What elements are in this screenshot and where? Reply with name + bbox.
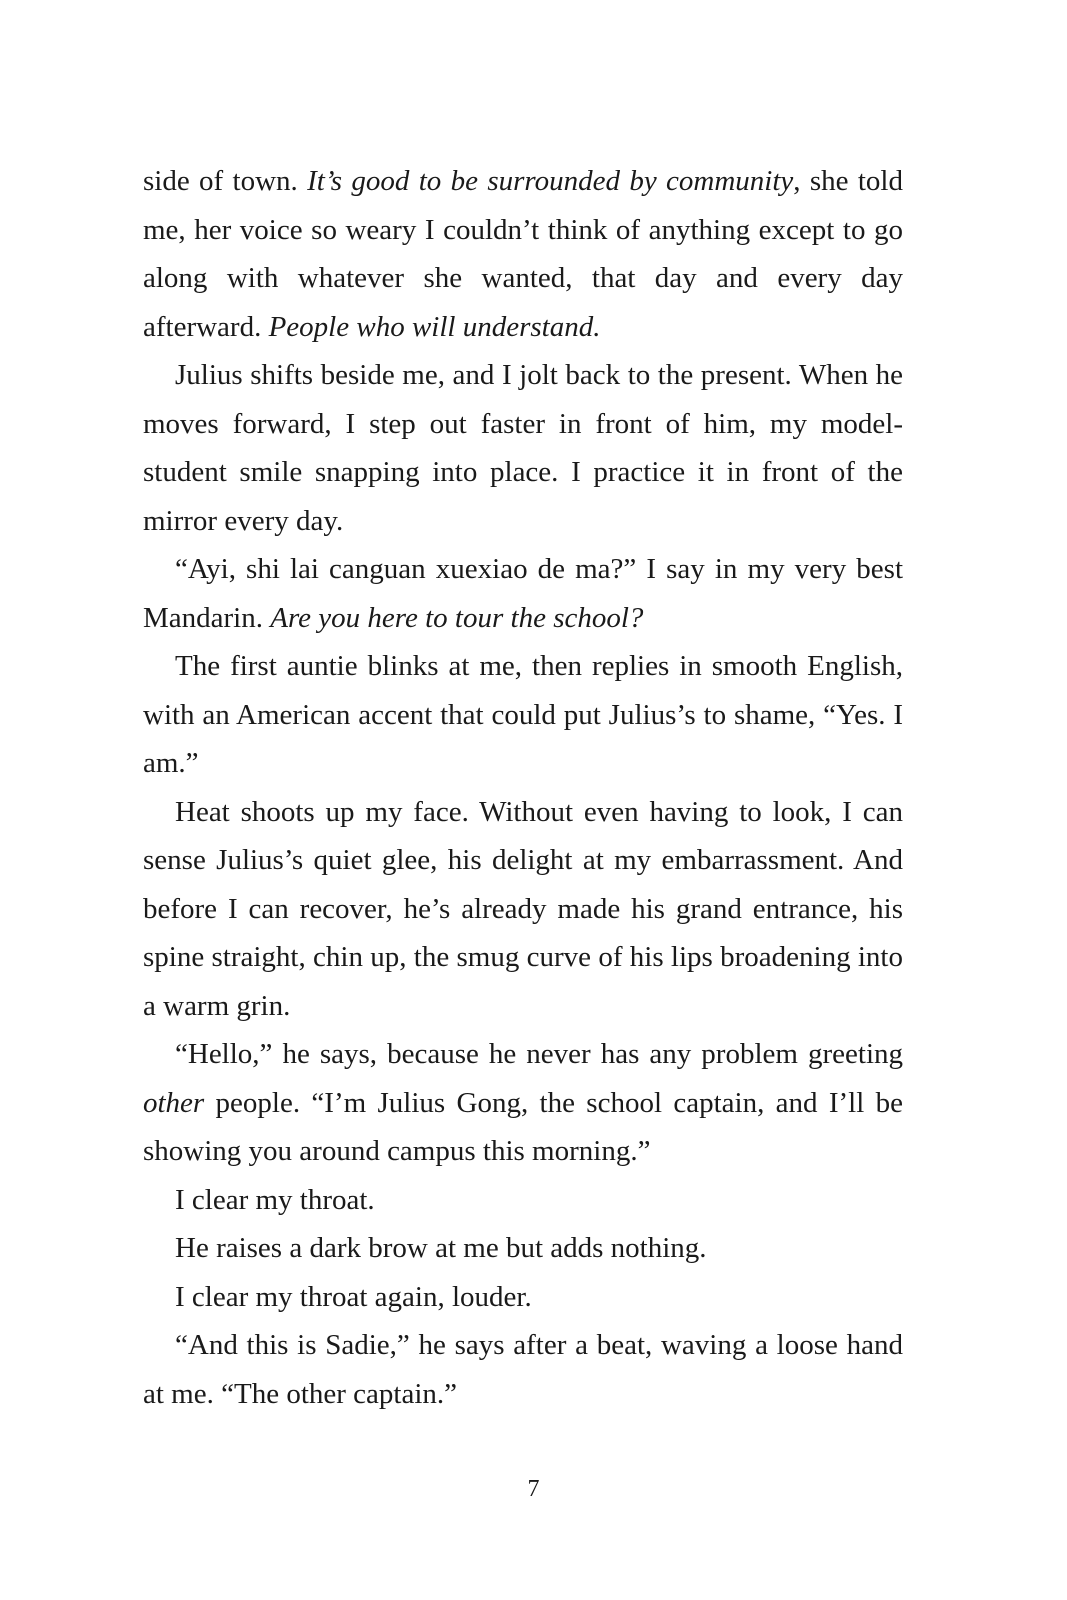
text-segment: I clear my throat again, louder. (175, 1280, 532, 1313)
paragraph (143, 1030, 903, 1176)
paragraph (143, 157, 903, 351)
text-segment: “And this is Sadie,” he says after a beat, waving a loose hand at me. “The other captain.” (143, 1329, 903, 1410)
text-segment: The first auntie blinks at me, then replies in smooth English, with an American accent that could put Julius’s to shame, “Yes. I am.” (143, 650, 903, 779)
text-segment: , she told me, her voice so weary I couldn’t think of anything except to go along with whatever she wanted, that day and every day afterward. (143, 165, 903, 343)
text-segment: He raises a dark brow at me but adds nothing. (175, 1232, 707, 1264)
paragraph (143, 788, 903, 1031)
text-segment: Heat shoots up my face. Without even having to look, I can sense Julius’s quiet glee, his delight at my embarrassment. And before I can recover, he’s already made his grand entrance, his spine straight, chin up, the smug curve of his lips broadening into a warm grin. (143, 795, 903, 1022)
paragraph (143, 1176, 903, 1225)
paragraph (143, 1224, 903, 1273)
italic-text-segment: Are you here to tour the school? (270, 601, 644, 634)
paragraph (143, 351, 903, 545)
text-segment: people. “I’m Julius Gong, the school captain, and I’ll be showing you around campus this morning.” (143, 1086, 903, 1167)
italic-text-segment: It’s good to be surrounded by community (307, 165, 794, 197)
text-segment: I clear my throat. (175, 1183, 375, 1216)
text-segment: side of town. (143, 165, 308, 197)
italic-text-segment: other (143, 1086, 205, 1119)
italic-text-segment: People who will understand. (268, 310, 601, 343)
body-text (143, 157, 903, 1418)
text-segment: Julius shifts beside me, and I jolt back to the present. When he moves forward, I step out faster in front of him, my model-student smile snapping into place. I practice it in front of the mirror every day. (143, 359, 903, 537)
paragraph (143, 545, 903, 642)
paragraph (143, 1321, 903, 1418)
paragraph (143, 642, 903, 788)
text-segment: “Ayi, shi lai canguan xuexiao de ma?” I say in my very best Mandarin. (143, 553, 903, 634)
text-segment: “Hello,” he says, because he never has any problem greeting (175, 1038, 903, 1070)
page-number: 7 (527, 1476, 540, 1502)
paragraph (143, 1273, 903, 1322)
